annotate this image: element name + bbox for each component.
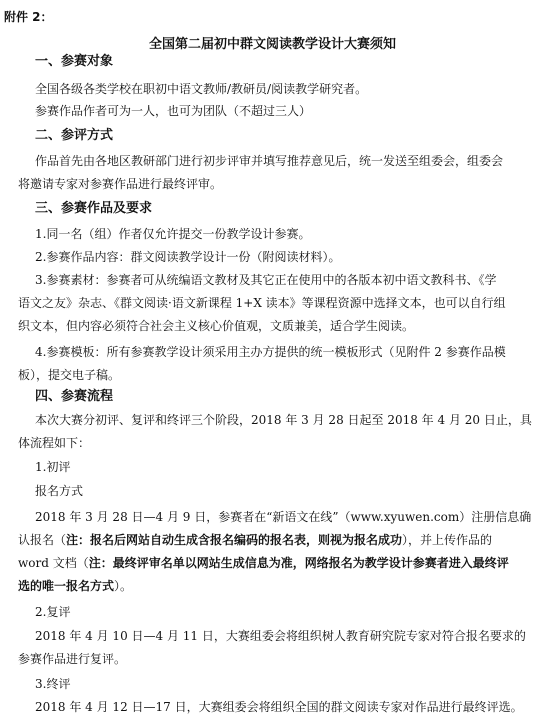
paragraph-line: 2018 年 4 月 10 日—4 月 11 日，大赛组委会将组织树人教育研究院专家对符合报名要求的 [35,629,526,643]
list-item-line: 板），提交电子稿。 [18,368,121,382]
list-item-line: 4.参赛模板：所有参赛教学设计须采用主办方提供的统一模板形式（见附件 2 参赛作品模 [35,345,506,359]
list-item: 1.同一名（组）作者仅允许提交一份教学设计参赛。 [35,227,311,241]
section-heading-participants: 一、参赛对象 [35,54,114,69]
attachment-label: 附件 2： [4,10,53,24]
section-heading-process: 四、参赛流程 [35,389,114,404]
bold-note: 选的唯一报名方式 [18,579,115,593]
paragraph-line: 将邀请专家对参赛作品进行最终评审。 [18,177,223,191]
text-span: word 文档（ [18,556,89,570]
stage-heading-final: 3.终评 [35,677,71,691]
text-span: 认报名（ [18,533,67,547]
text-span: ）。 [114,579,133,593]
paragraph: 全国各级各类学校在职初中语文教师/教研员/阅读教学研究者。 [35,82,368,96]
stage-heading-preliminary: 1.初评 [35,460,71,474]
paragraph: 参赛作品作者可为一人，也可为团队（不超过三人） [35,104,312,118]
bold-note: 注：最终评审名单以网站生成信息为准，网络报名为教学设计参赛者进入最终评 [88,556,509,570]
bold-note: 注：报名后网站自动生成含报名编码的报名表，则视为报名成功 [66,533,403,547]
text-span: ），并上传作品的 [402,533,493,547]
paragraph-line: 体流程如下： [18,436,91,450]
signup-label: 报名方式 [35,484,84,498]
paragraph-line: 作品首先由各地区教研部门进行初步评审并填写推荐意见后，统一发送至组委会，组委会 [35,154,504,168]
paragraph-line: 2018 年 3 月 28 日—4 月 9 日，参赛者在“新语文在线”（www.xyuwen.com）注册信息确 [35,510,532,524]
paragraph-line [18,556,509,570]
paragraph-line [18,579,132,593]
section-heading-evaluation: 二、参评方式 [35,128,114,143]
paragraph-line: 2018 年 4 月 12 日—17 日，大赛组委会将组织全国的群文阅读专家对作品进行最终评选。 [35,700,523,714]
paragraph-line: 本次大赛分初评、复评和终评三个阶段，2018 年 3 月 28 日起至 2018 年 4 月 20 日止，具 [35,413,532,427]
list-item: 2.参赛作品内容：群文阅读教学设计一份（附阅读材料）。 [35,250,341,264]
stage-heading-review: 2.复评 [35,605,71,619]
list-item-line: 织文本，但内容必须符合社会主义核心价值观，文质兼美，适合学生阅读。 [18,319,415,333]
list-item-line: 3.参赛素材：参赛者可从统编语文教材及其它正在使用中的各版本初中语文教科书、《学 [35,273,497,287]
document-title: 全国第二届初中群文阅读教学设计大赛须知 [149,37,397,52]
paragraph-line: 参赛作品进行复评。 [18,652,127,666]
list-item-line: 语文之友》杂志、《群文阅读·语文新课程 1+X 读本》等课程资源中选择文本，也可以自行组 [18,296,506,310]
section-heading-requirements: 三、参赛作品及要求 [35,201,153,216]
paragraph-line [18,533,492,547]
